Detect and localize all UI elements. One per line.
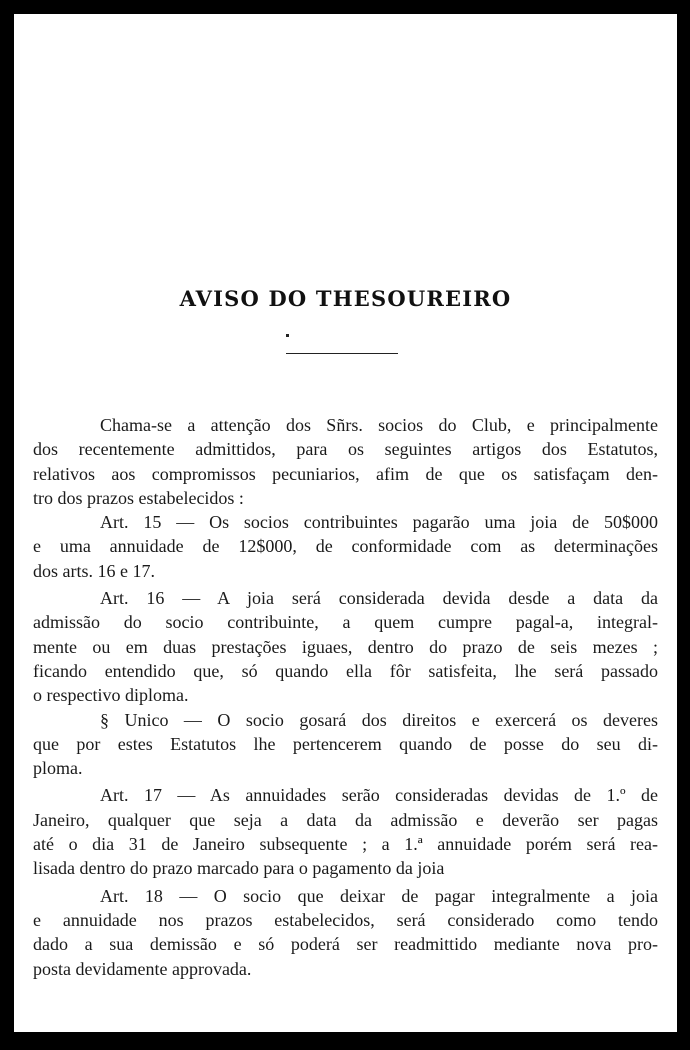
art-16-line-5: o respectivo diploma. <box>33 685 189 706</box>
unico-line-1: § Unico — O socio gosará dos direitos e exercerá os deveres <box>100 709 658 730</box>
art-17-line-1: Art. 17 — As annuidades serão consideradas devidas de 1.º de <box>100 785 658 806</box>
art-15-line-3: dos arts. 16 e 17. <box>33 560 155 581</box>
document-page <box>14 14 677 1032</box>
intro-line-4: tro dos prazos estabelecidos : <box>33 487 244 508</box>
art-18-line-1: Art. 18 — O socio que deixar de pagar integralmente a joia <box>100 885 658 906</box>
intro-line-3: relativos aos compromissos pecuniarios, afim de que os satisfaçam den- <box>33 463 658 484</box>
art-15-line-1: Art. 15 — Os socios contribuintes pagarão uma joia de 50$000 <box>100 512 658 533</box>
art-18-line-3: dado a sua demissão e só poderá ser readmittido mediante nova pro- <box>33 934 658 955</box>
ink-speck <box>286 334 289 337</box>
unico-line-3: ploma. <box>33 758 83 779</box>
art-16-line-1: Art. 16 — A joia será considerada devida desde a data da <box>100 588 658 609</box>
notice-body <box>33 413 658 981</box>
art-17-line-4: lisada dentro do prazo marcado para o pagamento da joia <box>33 858 445 879</box>
unico-line-2: que por estes Estatutos lhe pertencerem quando de posse do seu di- <box>33 733 658 754</box>
intro-line-2: dos recentemente admittidos, para os seguintes artigos dos Estatutos, <box>33 439 658 460</box>
intro-line-1: Chama-se a attenção dos Sñrs. socios do Club, e principalmente <box>100 415 658 435</box>
title-divider <box>286 353 398 354</box>
art-16-line-4: ficando entendido que, só quando ella fôr satisfeita, lhe será passado <box>33 660 658 681</box>
art-18-line-4: posta devidamente approvada. <box>33 958 252 979</box>
art-16-line-2: admissão do socio contribuinte, a quem cumpre pagal-a, integral- <box>33 612 658 633</box>
art-15-line-2: e uma annuidade de 12$000, de conformidade com as determinações <box>33 536 658 557</box>
art-17-line-3: até o dia 31 de Janeiro subsequente ; a 1.ª annuidade porém será rea- <box>33 834 658 855</box>
art-18-line-2: e annuidade nos prazos estabelecidos, será considerado como tendo <box>33 909 658 930</box>
art-16-line-3: mente ou em duas prestações iguaes, dentro do prazo de seis mezes ; <box>33 636 658 657</box>
page-title: AVISO DO THESOUREIRO <box>179 286 512 311</box>
art-17-line-2: Janeiro, qualquer que seja a data da admissão e deverão ser pagas <box>33 809 658 830</box>
